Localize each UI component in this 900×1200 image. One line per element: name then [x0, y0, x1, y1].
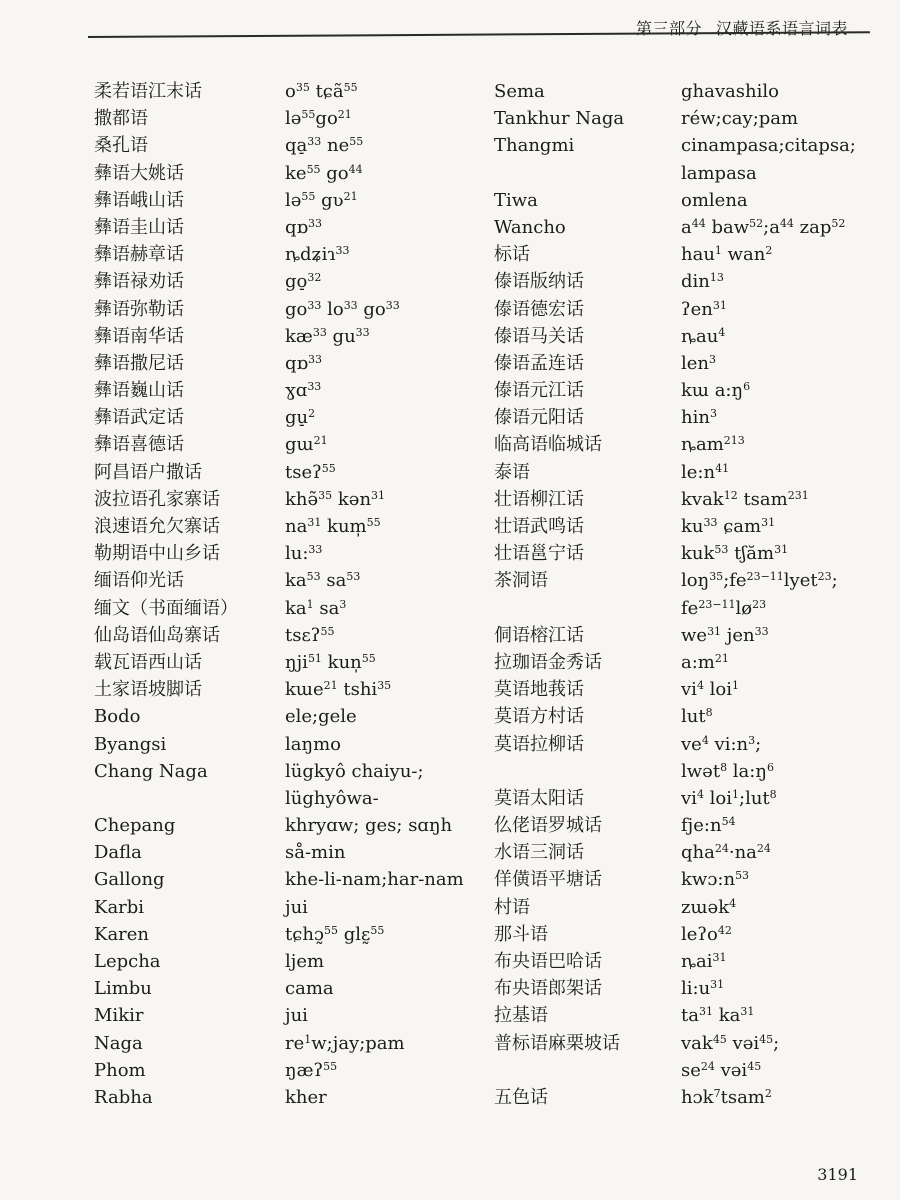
language-name: Tankhur Naga: [494, 108, 625, 130]
language-name: 彝语弥勒话: [94, 298, 184, 320]
page-number: 3191: [817, 1165, 858, 1184]
word-form: $le:n^{41}$: [681, 461, 730, 483]
language-name: 勒期语中山乡话: [94, 543, 220, 565]
word-form: len$^3$: [681, 352, 717, 374]
language-name: 彝语赫章话: [94, 244, 184, 266]
word-form: så-min: [285, 842, 346, 864]
language-name: 壮语邕宁话: [494, 543, 584, 565]
language-name: 柔若语江末话: [94, 81, 202, 102]
language-name: 傣语元阳话: [494, 407, 584, 429]
column-word-forms-2: [681, 78, 881, 1111]
word-form: $ka^{53}$ $sa^{53}$: [285, 570, 361, 592]
column-language-names-2: [494, 78, 669, 1111]
word-form: gu̠$^2$: [285, 407, 316, 429]
language-name: Thangmi: [494, 135, 575, 157]
word-form: hau$^1$ wan$^2$: [681, 244, 773, 266]
word-form: ȵai$^{31}$: [681, 951, 727, 972]
word-form: lampasa: [681, 162, 757, 184]
language-name: Gallong: [94, 869, 165, 891]
word-form: zɯək$^4$: [681, 896, 737, 918]
column-word-forms-1: [285, 78, 485, 1111]
language-name: Lepcha: [94, 951, 161, 972]
language-name: Chepang: [94, 815, 176, 837]
language-name: 拉珈语金秀话: [494, 651, 602, 673]
word-form: réw;cay;pam: [681, 108, 799, 130]
word-form: ŋæʔ$^{55}$: [285, 1059, 338, 1081]
word-form: $lə^{55}go^{21}$: [285, 108, 352, 130]
language-name: 波拉语孔家寨话: [94, 488, 220, 510]
language-name: Byangsi: [94, 733, 167, 755]
word-form: ljem: [285, 951, 325, 972]
word-form: $ta^{31}$ $ka^{31}$: [681, 1005, 755, 1027]
word-form: $go^{33}$ $lo^{33}$ $go^{33}$: [285, 298, 400, 320]
language-name: 彝语南华话: [94, 325, 184, 347]
language-name: 侗语榕江话: [494, 624, 584, 646]
word-form: kɯe$^{21}$ tshi$^{35}$: [285, 679, 392, 701]
word-form: $loŋ^{35};fe^{23-11}lyet^{23}$;: [681, 570, 838, 592]
word-form: lut$^8$: [681, 706, 713, 728]
word-form: $kwɔ:n^{53}$: [681, 869, 750, 891]
word-form: din$^{13}$: [681, 271, 724, 293]
language-name: 彝语圭山话: [94, 216, 184, 238]
language-name: 壮语柳江话: [494, 488, 584, 510]
language-name: 彝语大姚话: [94, 162, 184, 184]
word-form: $vi^4$ loi$^1$: [681, 679, 740, 701]
language-name: 泰语: [494, 461, 530, 483]
language-name: Karen: [94, 923, 150, 945]
language-name: Tiwa: [494, 189, 538, 211]
word-form: $re^1w;jay;pam$: [285, 1032, 405, 1054]
header-part: 第三部分: [635, 19, 702, 38]
word-form: go̠$^{32}$: [285, 271, 322, 293]
language-name: [494, 758, 669, 785]
language-name: Karbi: [94, 896, 145, 918]
word-form: jui: [285, 896, 308, 918]
word-form: $ve^4$ $vi:n^3$;: [681, 733, 762, 755]
language-name: 那斗语: [494, 923, 548, 945]
word-form: cama: [285, 978, 334, 1000]
language-name: [494, 1057, 669, 1084]
word-form: $ke^{55}$ $go^{44}$: [285, 162, 363, 184]
language-name: 撒都语: [94, 108, 148, 130]
running-header: [622, 16, 848, 39]
word-form: hin$^3$: [681, 407, 717, 429]
word-form: kuk$^{53}$ tʃăm$^{31}$: [681, 543, 789, 565]
language-name: 莫语地莪话: [494, 679, 584, 701]
language-name: 彝语禄劝话: [94, 271, 184, 293]
word-form: laŋmo: [285, 733, 341, 755]
word-form: ʔen$^{31}$: [681, 298, 727, 320]
language-name: Phom: [94, 1059, 146, 1081]
language-name: 布央语巴哈话: [494, 951, 602, 972]
language-name: Bodo: [94, 706, 141, 728]
language-name: 莫语太阳话: [494, 787, 584, 809]
word-form: ŋji$^{51}$ kun̩$^{55}$: [285, 651, 376, 673]
language-name: 莫语方村话: [494, 706, 584, 728]
word-form: $li:u^{31}$: [681, 978, 725, 1000]
language-name: 临高语临城话: [494, 434, 602, 456]
word-form: kɯ $a:ŋ^6$: [681, 380, 751, 402]
word-form: ȵam$^{213}$: [681, 434, 745, 456]
word-form: $a^{44}$ $baw^{52};a^{44}$ zap$^{52}$: [681, 216, 846, 238]
word-form: tɕhɔ̰$^{55}$ glɛ̰$^{55}$: [285, 923, 385, 945]
word-form: $fje:n^{54}$: [681, 815, 736, 837]
word-form: jui: [285, 1005, 308, 1027]
language-name: Naga: [94, 1032, 143, 1054]
header-title: 汉藏语系语言词表: [715, 19, 848, 38]
language-name: 缅文（书面缅语）: [94, 597, 238, 619]
word-form: ɣɑ$^{33}$: [285, 380, 322, 402]
word-form: hɔk$^7$tsam$^2$: [681, 1086, 772, 1108]
word-form: $fe^{23-11}lø^{23}$: [681, 597, 767, 619]
column-language-names-1: [94, 78, 274, 1111]
language-name: 桑孔语: [94, 135, 148, 157]
language-name: 标话: [494, 244, 530, 266]
language-name: 彝语巍山话: [94, 380, 184, 402]
word-form: $qha^{24}\cdot na^{24}$: [681, 842, 771, 864]
language-name: [494, 595, 669, 622]
word-form: $o^{35}$ tɕã$^{55}$: [285, 81, 358, 102]
word-form: $vi^4$ loi$^1$;lut$^8$: [681, 787, 777, 809]
word-form: qɒ$^{33}$: [285, 352, 323, 374]
word-form: tsɛʔ$^{55}$: [285, 624, 335, 646]
word-form: kher: [285, 1086, 327, 1108]
language-name: 仙岛语仙岛寨话: [94, 624, 220, 646]
language-name: Wancho: [494, 216, 566, 238]
language-name: Limbu: [94, 978, 152, 1000]
language-name: Rabha: [94, 1086, 153, 1108]
language-name: 阿昌语户撒话: [94, 461, 202, 483]
language-name: 水语三洞话: [494, 842, 584, 864]
word-form: khə̃$^{35}$ kən$^{31}$: [285, 488, 386, 510]
language-name: 傣语马关话: [494, 325, 584, 347]
language-name: Sema: [494, 81, 545, 102]
language-name: 壮语武鸣话: [494, 516, 584, 537]
word-form: omlena: [681, 189, 748, 211]
word-form: kvak$^{12}$ tsam$^{231}$: [681, 488, 809, 510]
language-name: 傣语元江话: [494, 380, 584, 402]
language-name: 载瓦语西山话: [94, 651, 202, 673]
word-form: ȵdʑiɿ$^{33}$: [285, 244, 350, 266]
language-name: 仫佬语罗城话: [494, 815, 602, 837]
language-name: Chang Naga: [94, 760, 208, 782]
word-form: ele;gele: [285, 706, 357, 728]
language-name: 普标语麻栗坡话: [494, 1032, 620, 1054]
language-name: 傣语德宏话: [494, 298, 584, 320]
language-name: 茶洞语: [494, 570, 548, 592]
language-name: Dafla: [94, 842, 142, 864]
language-name: 浪速语允欠寨话: [94, 516, 220, 537]
word-form: $na^{31}$ kum̩$^{55}$: [285, 516, 381, 537]
word-form: khryɑw; ges; sɑŋh: [285, 815, 453, 837]
language-name: 土家语坡脚话: [94, 679, 202, 701]
word-form: lwət$^8$ $la:ŋ^6$: [681, 760, 774, 782]
language-name: [494, 160, 669, 187]
word-form: lüghyôwa-: [285, 787, 379, 809]
word-form: gɯ$^{21}$: [285, 434, 328, 456]
language-name: 莫语拉柳话: [494, 733, 584, 755]
word-form: vak$^{45}$ vəi$^{45}$;: [681, 1032, 780, 1054]
word-form: tseʔ$^{55}$: [285, 461, 336, 483]
language-name: 傣语版纳话: [494, 271, 584, 293]
word-form: qa̠$^{33}$ $ne^{55}$: [285, 135, 364, 157]
language-name: 彝语喜德话: [94, 434, 184, 456]
word-form: leʔo$^{42}$: [681, 923, 732, 945]
language-name: 缅语仰光话: [94, 570, 184, 592]
language-name: Mikir: [94, 1005, 144, 1027]
language-name: [94, 785, 274, 812]
word-form: $se^{24}$ vəi$^{45}$: [681, 1059, 762, 1081]
word-form: $we^{31}$ jen$^{33}$: [681, 624, 769, 646]
word-form: lə$^{55}$ gʋ$^{21}$: [285, 189, 358, 211]
word-form: $ku^{33}$ ɕam$^{31}$: [681, 516, 776, 537]
word-form: $a:m^{21}$: [681, 651, 729, 673]
language-name: 彝语撒尼话: [94, 352, 184, 374]
word-form: lügkyô chaiyu-;: [285, 760, 424, 782]
language-name: 村语: [494, 896, 530, 918]
word-form: $kæ^{33}$ $gu^{33}$: [285, 325, 370, 347]
word-form: $ka^1$ $sa^3$: [285, 597, 347, 619]
language-name: 彝语峨山话: [94, 189, 184, 211]
word-form: qɒ$^{33}$: [285, 216, 323, 238]
language-name: 彝语武定话: [94, 407, 184, 429]
language-name: 布央语郎架话: [494, 978, 602, 1000]
word-form: khe-li-nam;har-nam: [285, 869, 464, 891]
word-form: ghavashilo: [681, 81, 779, 102]
language-name: 傣语孟连话: [494, 352, 584, 374]
language-name: 五色话: [494, 1086, 548, 1108]
word-form: cinampasa;citapsa;: [681, 135, 856, 157]
language-name: 拉基语: [494, 1005, 548, 1027]
word-form: lu:$^{33}$: [285, 543, 323, 565]
word-form: ȵau$^4$: [681, 325, 726, 347]
language-name: 佯僙语平塘话: [494, 869, 602, 891]
